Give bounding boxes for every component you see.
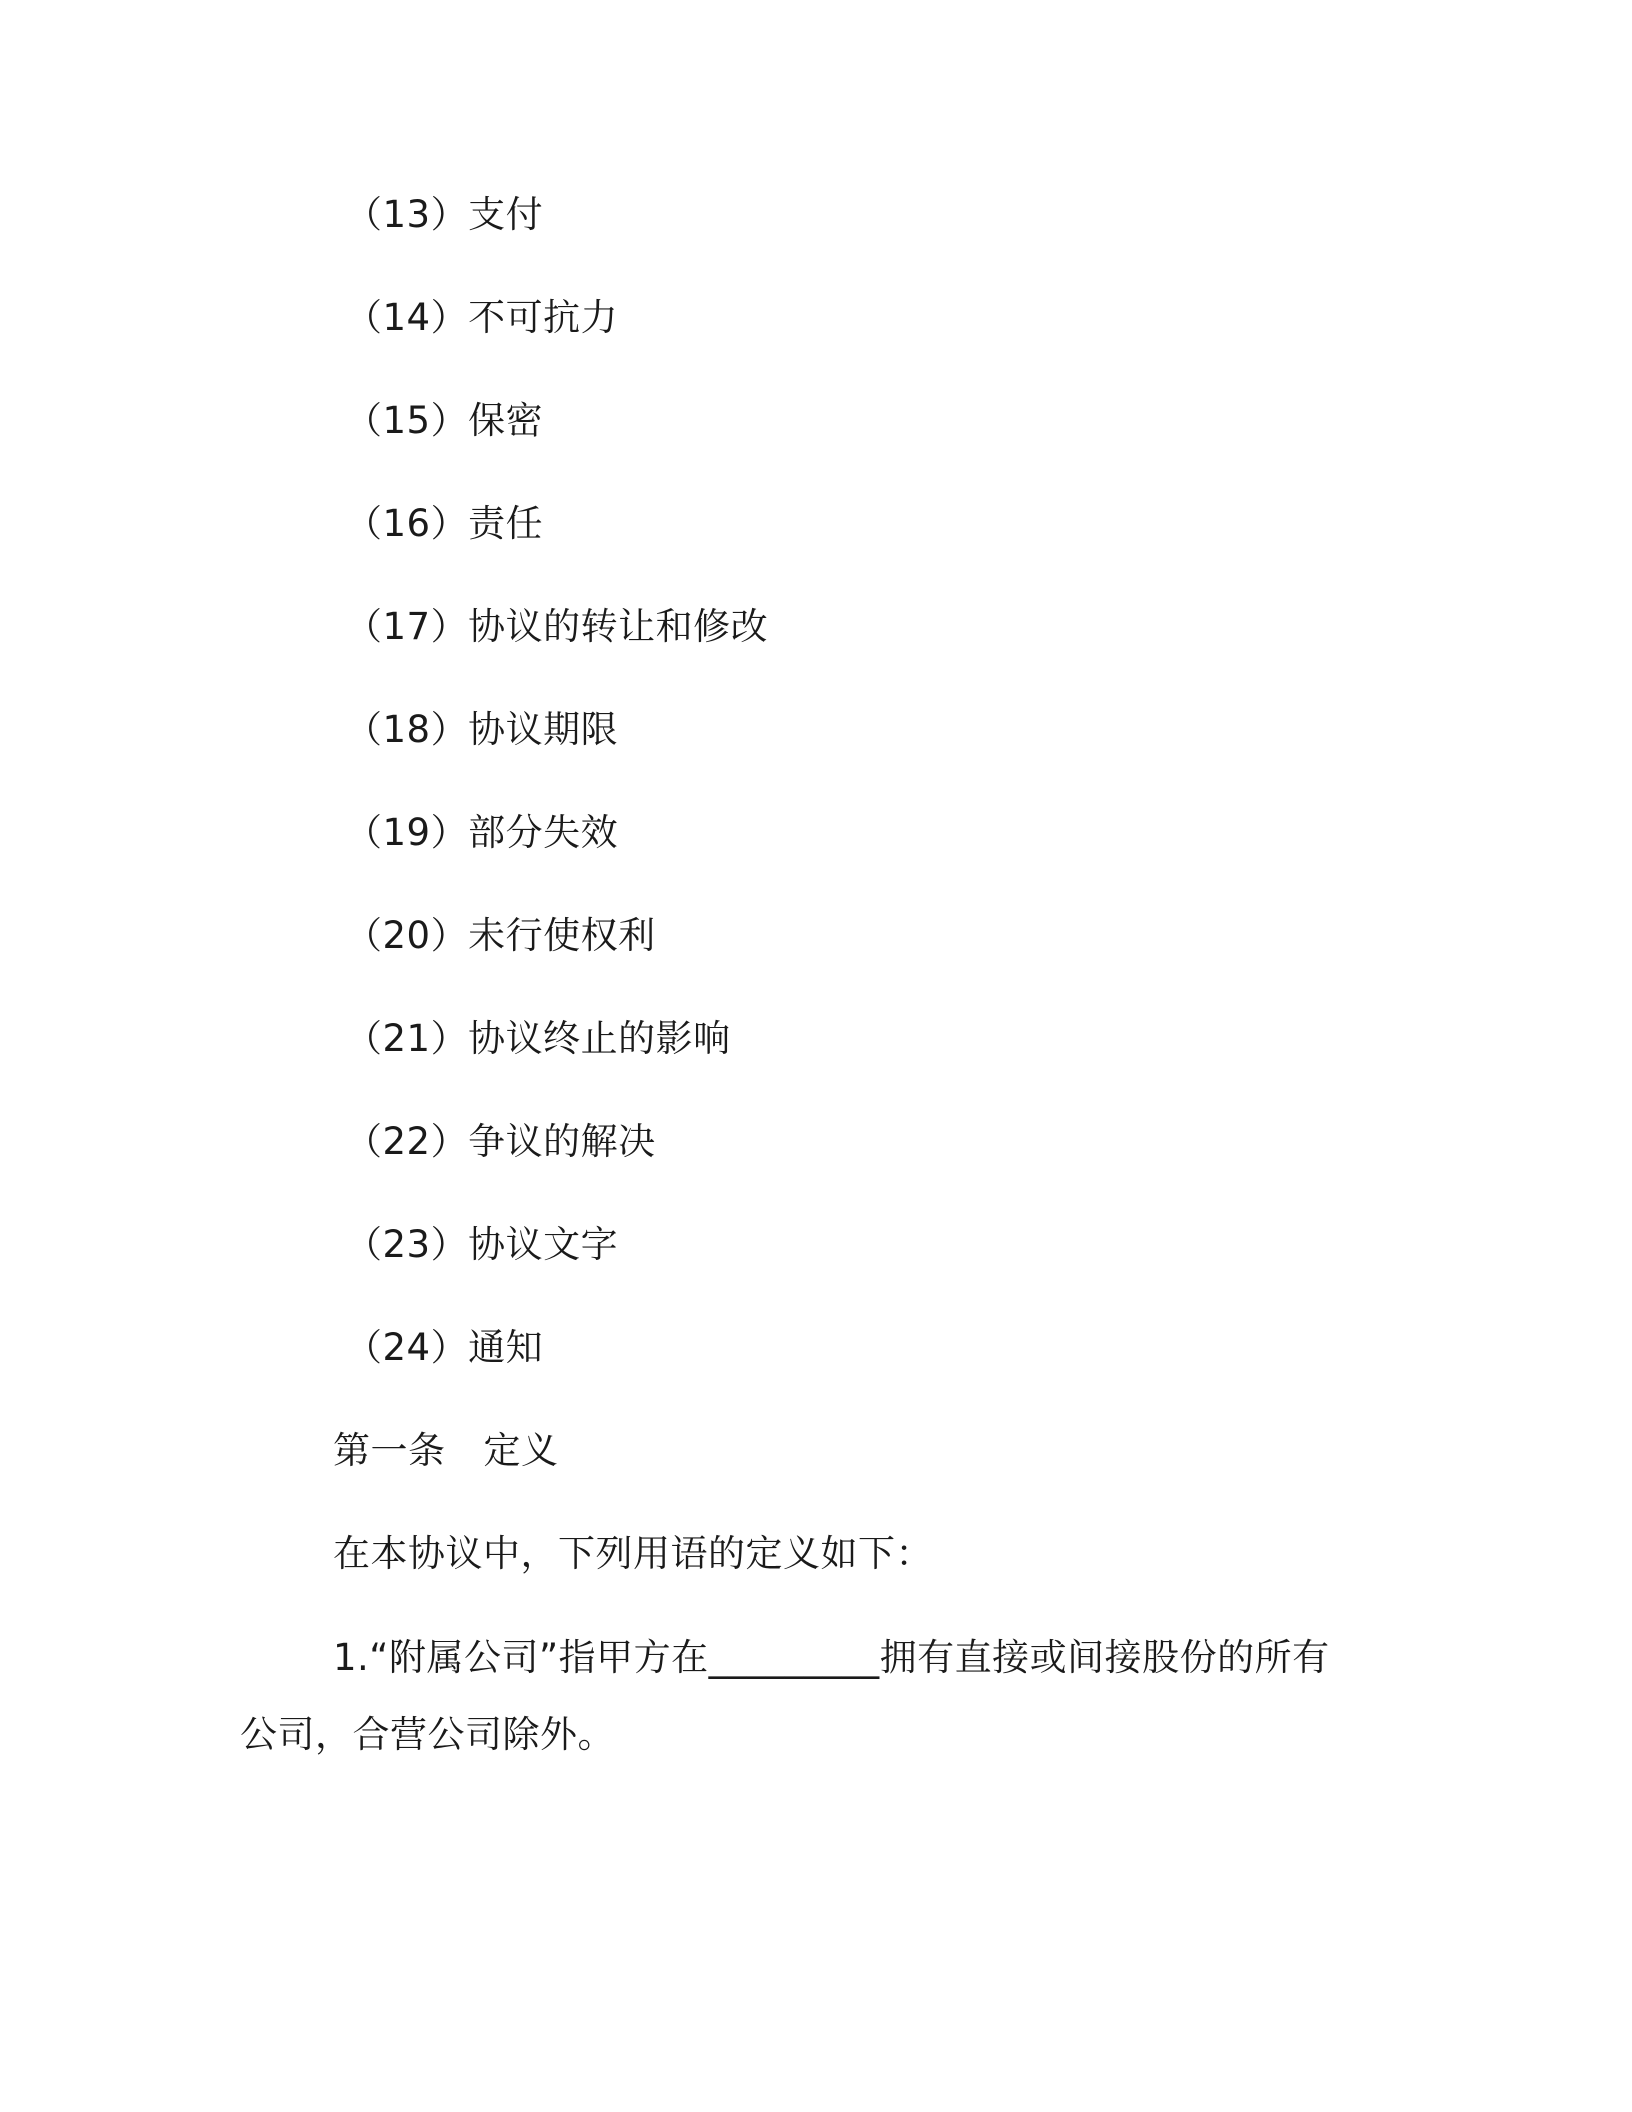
toc-item-14: （14）不可抗力 <box>345 296 619 339</box>
toc-item-22: （22）争议的解决 <box>345 1120 656 1163</box>
toc-item-24: （24）通知 <box>345 1326 544 1369</box>
toc-item-18: （18）协议期限 <box>345 708 619 751</box>
toc-item-20: （20）未行使权利 <box>345 914 656 957</box>
definition-1-line-2: 公司，合营公司除外。 <box>240 1713 615 1756</box>
toc-item-13: （13）支付 <box>345 193 544 236</box>
definition-1-line-1: 1.“附属公司”指甲方在_________拥有直接或间接股份的所有 <box>333 1636 1330 1679</box>
toc-item-19: （19）部分失效 <box>345 811 619 854</box>
toc-item-23: （23）协议文字 <box>345 1223 619 1266</box>
article-heading <box>333 1427 559 1475</box>
toc-item-16: （16）责任 <box>345 502 544 545</box>
definitions-intro: 在本协议中，下列用语的定义如下： <box>333 1532 933 1575</box>
article-title: 定义 <box>483 1429 559 1472</box>
toc-item-21: （21）协议终止的影响 <box>345 1017 731 1060</box>
toc-item-15: （15）保密 <box>345 399 544 442</box>
article-number: 第一条 <box>333 1429 446 1472</box>
toc-item-17: （17）协议的转让和修改 <box>345 605 769 648</box>
